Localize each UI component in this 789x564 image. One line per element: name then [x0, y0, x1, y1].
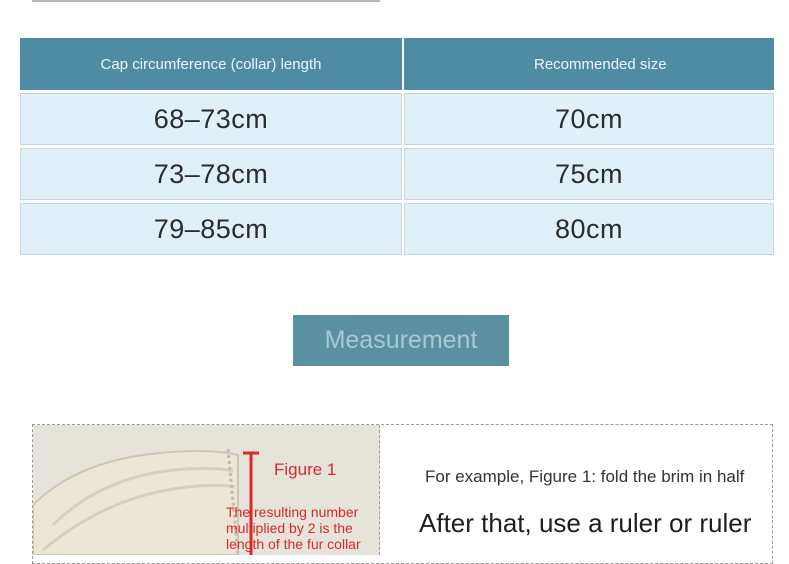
figure-note: The resulting number multiplied by 2 is the length of the fur collar — [226, 504, 361, 552]
cell-size-2: 75cm — [404, 148, 774, 200]
ruler-instruction: After that, use a ruler or ruler — [419, 508, 752, 538]
header-recommended-size: Recommended size — [404, 38, 774, 90]
cell-circumference-3: 79–85cm — [20, 203, 402, 255]
header-cap-circumference: Cap circumference (collar) length — [20, 38, 402, 90]
figure-label: Figure 1 — [274, 460, 337, 479]
measurement-banner: Measurement — [293, 315, 509, 366]
cell-size-1: 70cm — [404, 93, 774, 145]
example-instruction: For example, Figure 1: fold the brim in half — [425, 467, 745, 486]
cell-circumference-2: 73–78cm — [20, 148, 402, 200]
top-divider — [32, 0, 380, 2]
cell-circumference-1: 68–73cm — [20, 93, 402, 145]
cell-size-3: 80cm — [404, 203, 774, 255]
size-table — [20, 38, 774, 255]
